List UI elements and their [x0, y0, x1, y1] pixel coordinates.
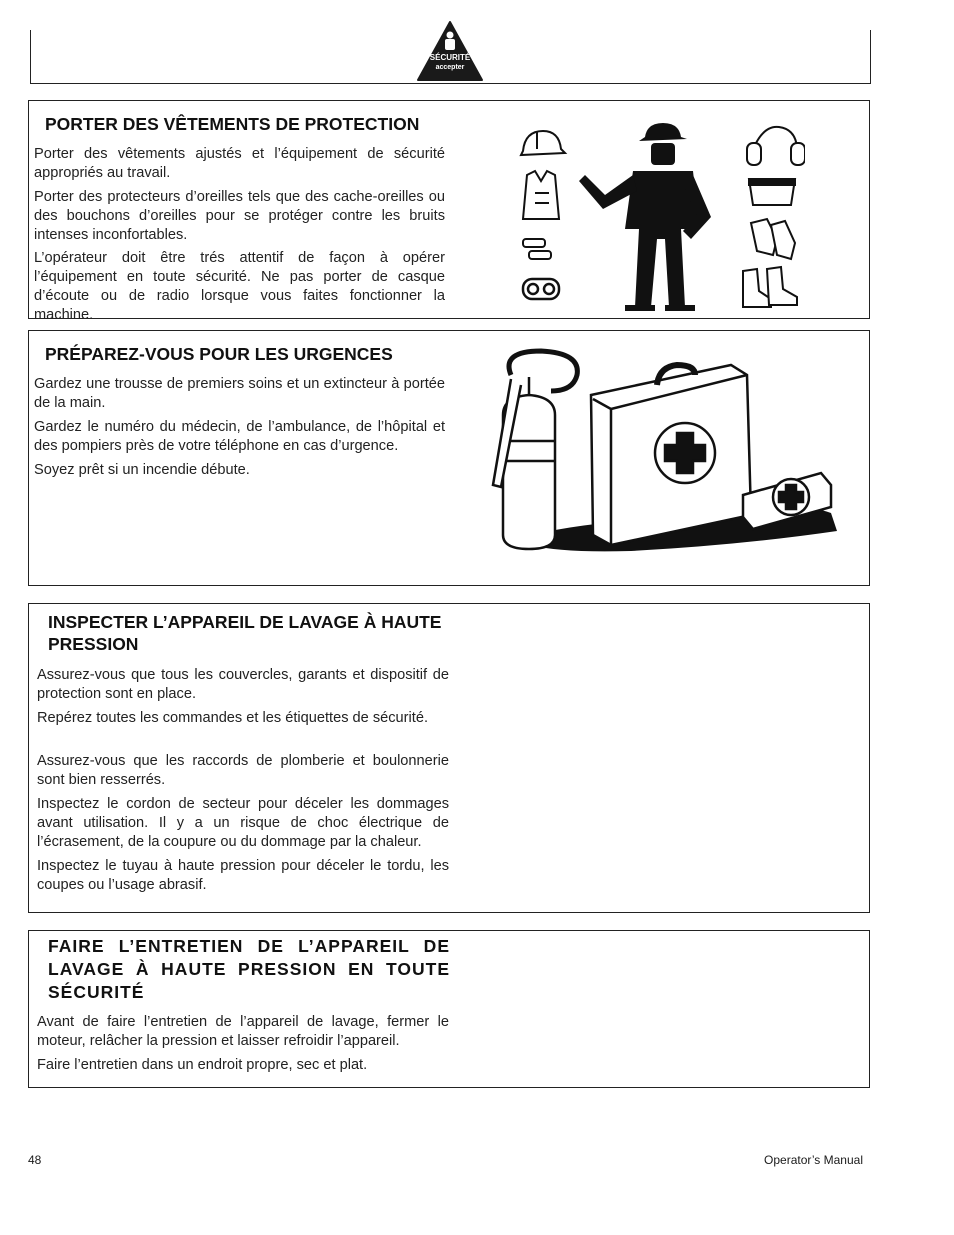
safety-boots-icon — [743, 267, 797, 307]
paragraph: Faire l’entretien dans un endroit propre, sec et plat. — [37, 1057, 368, 1073]
section-title: FAIRE L’ENTRETIEN DE L’APPAREIL DE LAVAGE À HAUTE PRESSION EN TOUTE SÉCURITÉ — [48, 936, 450, 1002]
first-aid-case-icon — [591, 365, 751, 545]
protective-gear-illustration — [515, 119, 805, 314]
paragraph: Gardez le numéro du médecin, de l’ambulance, de l’hôpital et des pompiers près de votre téléphone en cas d’urgence. — [34, 419, 445, 454]
page-number: 48 — [28, 1153, 42, 1167]
safety-alert-badge — [416, 20, 484, 82]
earmuffs-icon — [747, 127, 805, 165]
fire-extinguisher-icon — [493, 351, 577, 549]
section-emergency-preparation — [28, 330, 870, 586]
safety-goggles-icon — [523, 279, 559, 299]
face-shield-icon — [749, 179, 795, 205]
safety-vest-icon — [523, 171, 559, 219]
ear-plugs-icon — [523, 239, 551, 259]
emergency-kit-illustration — [481, 345, 857, 555]
manual-title: Operator’s Manual — [764, 1153, 863, 1167]
section-protective-clothing — [28, 100, 870, 323]
safety-triangle-icon — [416, 20, 484, 82]
section-title: PRÉPAREZ-VOUS POUR LES URGENCES — [45, 344, 393, 364]
paragraph: Assurez-vous que les raccords de plomberie et boulonnerie sont bien resserrés. — [37, 753, 449, 788]
paragraph: Assurez-vous que tous les couvercles, garants et dispositif de protection sont en place. — [37, 667, 449, 702]
hard-hat-icon — [521, 131, 565, 155]
paragraph: Avant de faire l’entretien de l’appareil de lavage, fermer le moteur, relâcher la pression et laisser refroidir l’appareil. — [37, 1014, 449, 1049]
gloves-icon — [751, 219, 795, 259]
section-inspect-washer — [28, 603, 870, 913]
section-maintenance-safety — [28, 930, 870, 1088]
paragraph: Gardez une trousse de premiers soins et un extincteur à portée de la main. — [34, 376, 445, 411]
badge-subtitle: accepter — [435, 64, 465, 71]
paragraph: Porter des vêtements ajustés et l’équipement de sécurité appropriés au travail. — [34, 146, 445, 181]
badge-title: SÉCURITÉ — [429, 53, 471, 62]
paragraph: Repérez toutes les commandes et les étiquettes de sécurité. — [37, 710, 428, 726]
paragraph: Inspectez le tuyau à haute pression pour déceler le tordu, les coupes ou l’usage abrasif. — [37, 858, 449, 893]
section-title: PORTER DES VÊTEMENTS DE PROTECTION — [45, 114, 420, 134]
worker-silhouette-icon — [579, 123, 711, 311]
paragraph: L’opérateur doit être trés attentif de façon à opérer l’équipement en toute sécurité. Ne pas porter de casque d’écoute ou de radio lorsque vous faites fonctionner la machine. — [34, 250, 445, 323]
section-title: INSPECTER L’APPAREIL DE LAVAGE À HAUTE PRESSION — [48, 612, 442, 654]
paragraph: Soyez prêt si un incendie débute. — [34, 462, 250, 478]
paragraph: Inspectez le cordon de secteur pour déceler les dommages avant utilisation. Il y a un risque de choc électrique de l’écrasement, de la coupure ou du dommage par la chaleur. — [37, 796, 449, 850]
paragraph: Porter des protecteurs d’oreilles tels que des cache-oreilles ou des bouchons d’oreilles pour se protéger contre les bruits intenses inconfortables. — [34, 189, 445, 243]
